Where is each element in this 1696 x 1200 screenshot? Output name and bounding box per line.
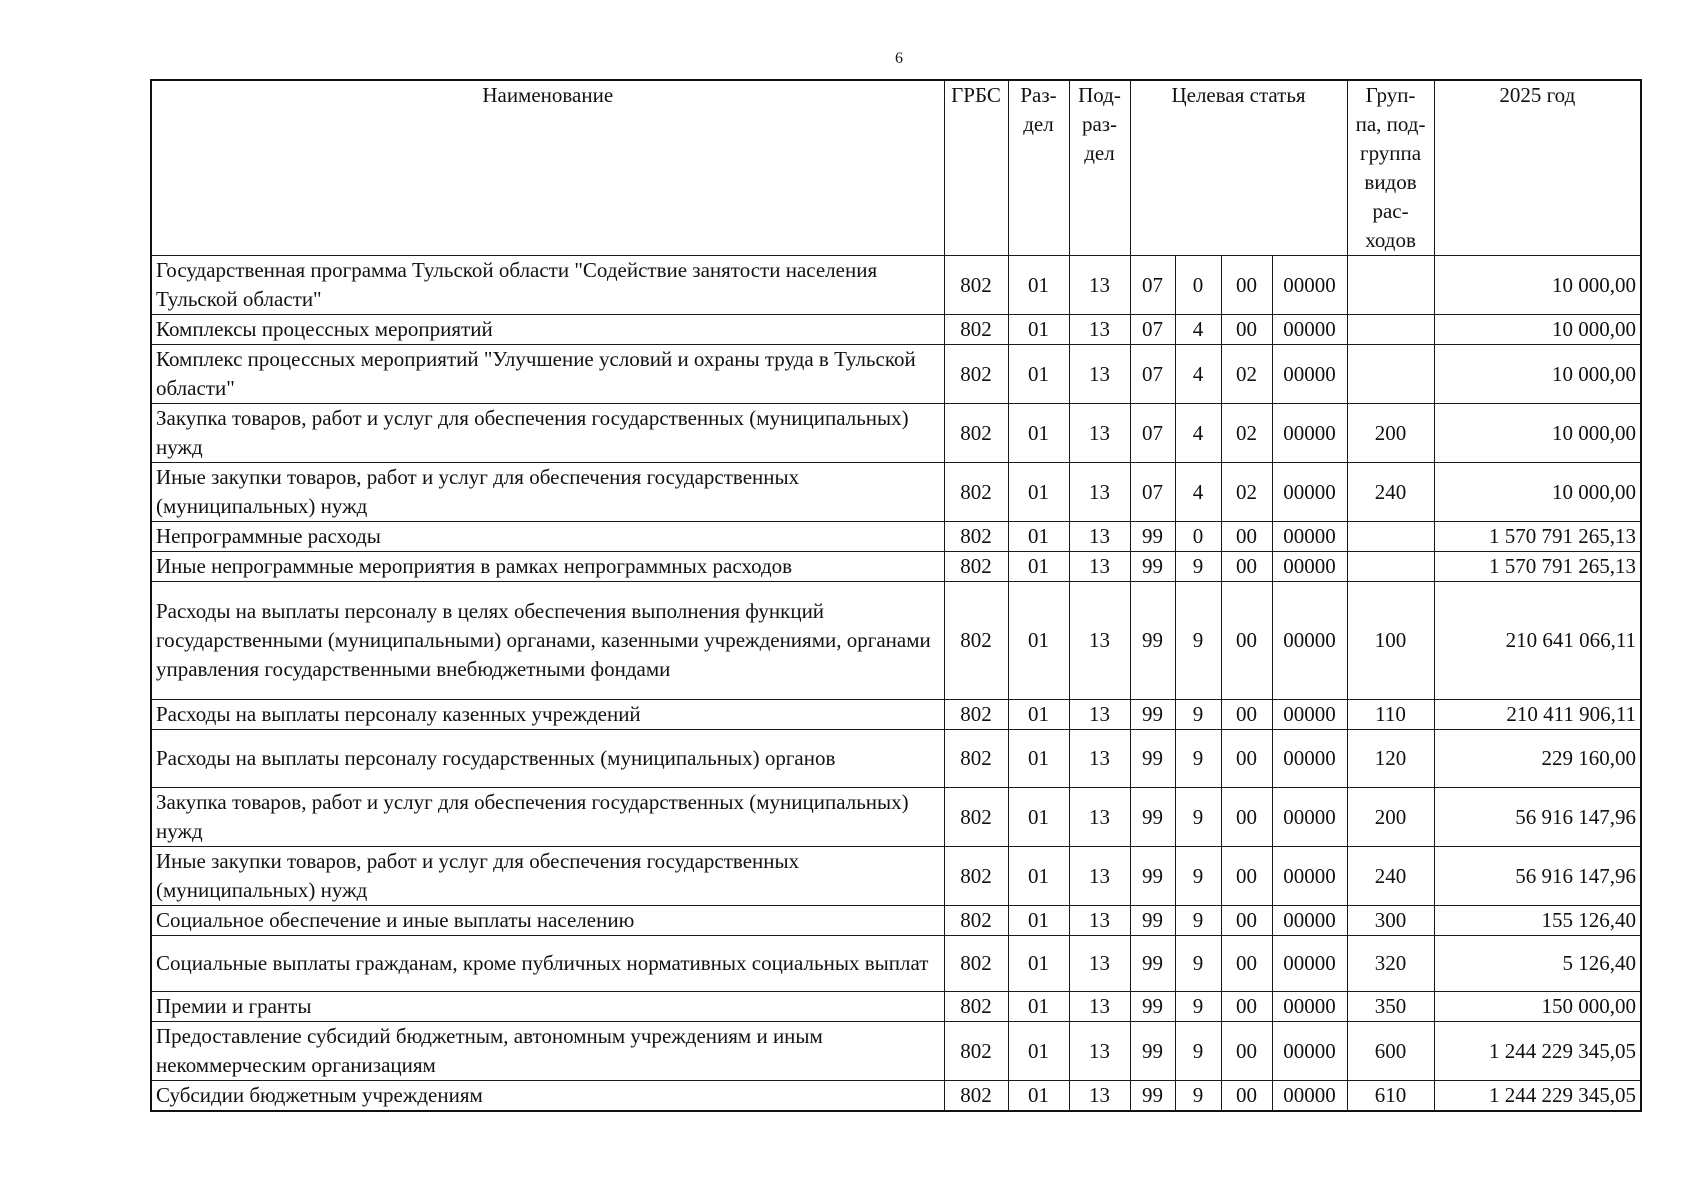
row-razdel: 01 — [1008, 256, 1069, 315]
row-name: Расходы на выплаты персоналу государственных (муниципальных) органов — [151, 730, 944, 788]
row-target-direction: 00000 — [1272, 552, 1347, 582]
row-grbs: 802 — [944, 1022, 1008, 1081]
row-target-program: 99 — [1130, 582, 1175, 700]
row-grbs: 802 — [944, 582, 1008, 700]
row-target-type: 0 — [1175, 522, 1221, 552]
row-target-program: 99 — [1130, 700, 1175, 730]
header-row — [151, 80, 1641, 256]
row-target-direction: 00000 — [1272, 345, 1347, 404]
row-target-type: 9 — [1175, 1081, 1221, 1112]
table-row — [151, 847, 1641, 906]
row-podrazdel: 13 — [1069, 730, 1130, 788]
table-row — [151, 730, 1641, 788]
row-target-complex: 00 — [1221, 906, 1272, 936]
row-podrazdel: 13 — [1069, 1022, 1130, 1081]
row-grbs: 802 — [944, 256, 1008, 315]
table-row — [151, 788, 1641, 847]
row-razdel: 01 — [1008, 315, 1069, 345]
row-target-program: 07 — [1130, 315, 1175, 345]
row-target-direction: 00000 — [1272, 463, 1347, 522]
table-row — [151, 936, 1641, 992]
row-grbs: 802 — [944, 552, 1008, 582]
row-razdel: 01 — [1008, 522, 1069, 552]
row-podrazdel: 13 — [1069, 463, 1130, 522]
row-target-type: 9 — [1175, 552, 1221, 582]
row-expense-group: 200 — [1347, 404, 1434, 463]
row-amount-2025: 10 000,00 — [1434, 404, 1641, 463]
table-row — [151, 463, 1641, 522]
row-name: Закупка товаров, работ и услуг для обеспечения государственных (муниципальных) нужд — [151, 788, 944, 847]
row-podrazdel: 13 — [1069, 992, 1130, 1022]
row-podrazdel: 13 — [1069, 906, 1130, 936]
row-name: Комплексы процессных мероприятий — [151, 315, 944, 345]
row-podrazdel: 13 — [1069, 345, 1130, 404]
row-target-type: 9 — [1175, 992, 1221, 1022]
row-target-complex: 00 — [1221, 700, 1272, 730]
row-target-type: 9 — [1175, 847, 1221, 906]
row-target-type: 9 — [1175, 730, 1221, 788]
row-amount-2025: 210 411 906,11 — [1434, 700, 1641, 730]
row-target-complex: 00 — [1221, 582, 1272, 700]
row-target-type: 9 — [1175, 582, 1221, 700]
row-target-program: 99 — [1130, 992, 1175, 1022]
row-podrazdel: 13 — [1069, 552, 1130, 582]
row-amount-2025: 56 916 147,96 — [1434, 788, 1641, 847]
row-target-direction: 00000 — [1272, 1081, 1347, 1112]
header-podrazdel: Под- раз- дел — [1069, 80, 1130, 256]
row-target-program: 99 — [1130, 936, 1175, 992]
row-grbs: 802 — [944, 700, 1008, 730]
row-target-program: 07 — [1130, 404, 1175, 463]
header-razdel: Раз- дел — [1008, 80, 1069, 256]
row-target-program: 99 — [1130, 522, 1175, 552]
row-amount-2025: 56 916 147,96 — [1434, 847, 1641, 906]
row-target-program: 07 — [1130, 256, 1175, 315]
row-target-complex: 00 — [1221, 315, 1272, 345]
row-expense-group: 610 — [1347, 1081, 1434, 1112]
row-name: Расходы на выплаты персоналу в целях обеспечения выполнения функций государственными (муниципальными) органами, казенными учреждениями, органами управления государственными внебюджетными фондами — [151, 582, 944, 700]
row-expense-group — [1347, 256, 1434, 315]
row-target-complex: 02 — [1221, 345, 1272, 404]
row-grbs: 802 — [944, 936, 1008, 992]
row-amount-2025: 155 126,40 — [1434, 906, 1641, 936]
row-grbs: 802 — [944, 1081, 1008, 1112]
row-amount-2025: 10 000,00 — [1434, 256, 1641, 315]
row-name: Расходы на выплаты персоналу казенных учреждений — [151, 700, 944, 730]
row-name: Государственная программа Тульской области "Содействие занятости населения Тульской области" — [151, 256, 944, 315]
row-target-complex: 00 — [1221, 847, 1272, 906]
row-target-type: 4 — [1175, 315, 1221, 345]
row-grbs: 802 — [944, 345, 1008, 404]
row-target-direction: 00000 — [1272, 404, 1347, 463]
row-target-program: 07 — [1130, 345, 1175, 404]
row-target-type: 0 — [1175, 256, 1221, 315]
row-name: Предоставление субсидий бюджетным, автономным учреждениям и иным некоммерческим организациям — [151, 1022, 944, 1081]
row-target-complex: 00 — [1221, 552, 1272, 582]
row-amount-2025: 150 000,00 — [1434, 992, 1641, 1022]
row-target-program: 99 — [1130, 906, 1175, 936]
row-amount-2025: 10 000,00 — [1434, 463, 1641, 522]
row-razdel: 01 — [1008, 1022, 1069, 1081]
table-row — [151, 522, 1641, 552]
row-razdel: 01 — [1008, 404, 1069, 463]
row-target-program: 99 — [1130, 847, 1175, 906]
row-target-direction: 00000 — [1272, 700, 1347, 730]
row-podrazdel: 13 — [1069, 847, 1130, 906]
row-target-direction: 00000 — [1272, 256, 1347, 315]
row-target-complex: 00 — [1221, 788, 1272, 847]
table-row — [151, 992, 1641, 1022]
row-razdel: 01 — [1008, 463, 1069, 522]
row-podrazdel: 13 — [1069, 582, 1130, 700]
row-target-direction: 00000 — [1272, 936, 1347, 992]
row-target-complex: 00 — [1221, 936, 1272, 992]
table-row — [151, 582, 1641, 700]
page-number: 6 — [895, 50, 903, 67]
row-razdel: 01 — [1008, 730, 1069, 788]
table-row — [151, 345, 1641, 404]
row-amount-2025: 1 244 229 345,05 — [1434, 1022, 1641, 1081]
row-podrazdel: 13 — [1069, 315, 1130, 345]
row-target-complex: 00 — [1221, 730, 1272, 788]
row-target-program: 07 — [1130, 463, 1175, 522]
row-target-complex: 00 — [1221, 1022, 1272, 1081]
row-target-complex: 02 — [1221, 404, 1272, 463]
row-target-type: 9 — [1175, 906, 1221, 936]
row-expense-group: 100 — [1347, 582, 1434, 700]
row-expense-group: 240 — [1347, 463, 1434, 522]
row-amount-2025: 210 641 066,11 — [1434, 582, 1641, 700]
header-year: 2025 год — [1434, 80, 1641, 256]
row-target-complex: 00 — [1221, 1081, 1272, 1112]
row-grbs: 802 — [944, 992, 1008, 1022]
row-name: Социальное обеспечение и иные выплаты населению — [151, 906, 944, 936]
row-target-program: 99 — [1130, 1081, 1175, 1112]
row-razdel: 01 — [1008, 582, 1069, 700]
table-row — [151, 1081, 1641, 1112]
row-expense-group: 320 — [1347, 936, 1434, 992]
row-name: Иные закупки товаров, работ и услуг для обеспечения государственных (муниципальных) нужд — [151, 847, 944, 906]
row-target-program: 99 — [1130, 788, 1175, 847]
row-podrazdel: 13 — [1069, 700, 1130, 730]
row-grbs: 802 — [944, 522, 1008, 552]
row-target-direction: 00000 — [1272, 582, 1347, 700]
table-row — [151, 552, 1641, 582]
row-target-direction: 00000 — [1272, 847, 1347, 906]
row-grbs: 802 — [944, 463, 1008, 522]
row-name: Премии и гранты — [151, 992, 944, 1022]
row-expense-group: 350 — [1347, 992, 1434, 1022]
row-amount-2025: 1 570 791 265,13 — [1434, 552, 1641, 582]
row-razdel: 01 — [1008, 788, 1069, 847]
row-target-program: 99 — [1130, 552, 1175, 582]
header-expense-group: Груп- па, под- группа видов рас- ходов — [1347, 80, 1434, 256]
row-podrazdel: 13 — [1069, 1081, 1130, 1112]
row-razdel: 01 — [1008, 552, 1069, 582]
row-name: Закупка товаров, работ и услуг для обеспечения государственных (муниципальных) нужд — [151, 404, 944, 463]
row-amount-2025: 10 000,00 — [1434, 345, 1641, 404]
row-target-direction: 00000 — [1272, 992, 1347, 1022]
row-target-type: 9 — [1175, 700, 1221, 730]
row-podrazdel: 13 — [1069, 788, 1130, 847]
row-grbs: 802 — [944, 906, 1008, 936]
row-target-complex: 00 — [1221, 992, 1272, 1022]
row-grbs: 802 — [944, 315, 1008, 345]
row-expense-group: 600 — [1347, 1022, 1434, 1081]
row-expense-group — [1347, 345, 1434, 404]
row-expense-group: 200 — [1347, 788, 1434, 847]
row-target-program: 99 — [1130, 730, 1175, 788]
row-amount-2025: 1 570 791 265,13 — [1434, 522, 1641, 552]
row-target-type: 4 — [1175, 404, 1221, 463]
row-name: Субсидии бюджетным учреждениям — [151, 1081, 944, 1112]
row-grbs: 802 — [944, 404, 1008, 463]
row-podrazdel: 13 — [1069, 256, 1130, 315]
row-target-complex: 02 — [1221, 463, 1272, 522]
row-razdel: 01 — [1008, 1081, 1069, 1112]
row-target-complex: 00 — [1221, 522, 1272, 552]
row-amount-2025: 229 160,00 — [1434, 730, 1641, 788]
row-grbs: 802 — [944, 730, 1008, 788]
row-amount-2025: 1 244 229 345,05 — [1434, 1081, 1641, 1112]
row-razdel: 01 — [1008, 992, 1069, 1022]
row-expense-group — [1347, 552, 1434, 582]
table-row — [151, 315, 1641, 345]
row-target-type: 9 — [1175, 788, 1221, 847]
row-amount-2025: 5 126,40 — [1434, 936, 1641, 992]
row-target-complex: 00 — [1221, 256, 1272, 315]
table-row — [151, 404, 1641, 463]
row-expense-group: 120 — [1347, 730, 1434, 788]
row-razdel: 01 — [1008, 345, 1069, 404]
row-podrazdel: 13 — [1069, 522, 1130, 552]
row-expense-group: 240 — [1347, 847, 1434, 906]
row-razdel: 01 — [1008, 936, 1069, 992]
row-target-type: 4 — [1175, 463, 1221, 522]
row-name: Иные непрограммные мероприятия в рамках непрограммных расходов — [151, 552, 944, 582]
table-row — [151, 256, 1641, 315]
row-target-type: 9 — [1175, 1022, 1221, 1081]
row-name: Социальные выплаты гражданам, кроме публичных нормативных социальных выплат — [151, 936, 944, 992]
row-target-program: 99 — [1130, 1022, 1175, 1081]
header-name: Наименование — [151, 80, 944, 256]
row-target-direction: 00000 — [1272, 730, 1347, 788]
row-target-type: 9 — [1175, 936, 1221, 992]
row-name: Комплекс процессных мероприятий "Улучшение условий и охраны труда в Тульской области" — [151, 345, 944, 404]
row-name: Непрограммные расходы — [151, 522, 944, 552]
row-razdel: 01 — [1008, 906, 1069, 936]
row-target-type: 4 — [1175, 345, 1221, 404]
row-amount-2025: 10 000,00 — [1434, 315, 1641, 345]
header-target-article: Целевая статья — [1130, 80, 1347, 256]
row-name: Иные закупки товаров, работ и услуг для обеспечения государственных (муниципальных) нужд — [151, 463, 944, 522]
row-podrazdel: 13 — [1069, 404, 1130, 463]
row-razdel: 01 — [1008, 847, 1069, 906]
row-expense-group — [1347, 522, 1434, 552]
row-expense-group: 110 — [1347, 700, 1434, 730]
row-podrazdel: 13 — [1069, 936, 1130, 992]
row-target-direction: 00000 — [1272, 315, 1347, 345]
row-razdel: 01 — [1008, 700, 1069, 730]
row-target-direction: 00000 — [1272, 1022, 1347, 1081]
header-grbs: ГРБС — [944, 80, 1008, 256]
row-expense-group — [1347, 315, 1434, 345]
row-target-direction: 00000 — [1272, 906, 1347, 936]
table-row — [151, 906, 1641, 936]
row-expense-group: 300 — [1347, 906, 1434, 936]
budget-table — [150, 79, 1642, 1112]
row-target-direction: 00000 — [1272, 788, 1347, 847]
table-row — [151, 700, 1641, 730]
row-grbs: 802 — [944, 847, 1008, 906]
row-grbs: 802 — [944, 788, 1008, 847]
table-row — [151, 1022, 1641, 1081]
row-target-direction: 00000 — [1272, 522, 1347, 552]
